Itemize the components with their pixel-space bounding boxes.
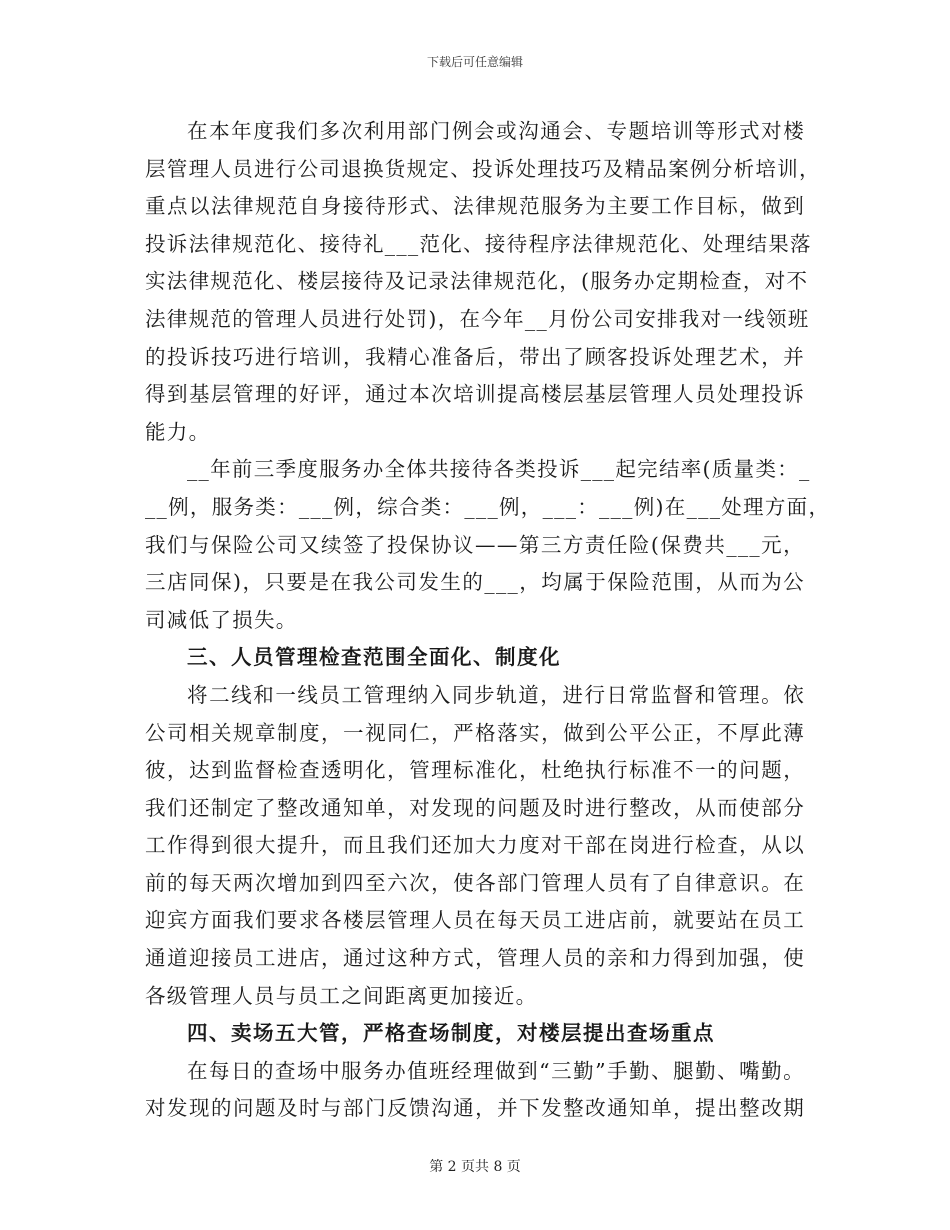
paragraph-line: 在每日的查场中服务办值班经理做到“三勤”手勤、腿勤、嘴勤。	[187, 1058, 805, 1083]
document-body	[145, 113, 831, 1128]
paragraph-line: 将二线和一线员工管理纳入同步轨道，进行日常监督和管理。依	[187, 682, 805, 707]
paragraph-line: __年前三季度服务办全体共接待各类投诉___起完结率(质量类：_	[187, 457, 811, 482]
paragraph-line: 层管理人员进行公司退换货规定、投诉处理技巧及精品案例分析培训，	[145, 156, 821, 181]
paragraph-line: 迎宾方面我们要求各楼层管理人员在每天员工进店前，就要站在员工	[145, 908, 805, 933]
paragraph-line: 的投诉技巧进行培训，我精心准备后，带出了顾客投诉处理艺术，并	[145, 344, 805, 369]
paragraph-line: 公司相关规章制度，一视同仁，严格落实，做到公平公正，不厚此薄	[145, 720, 805, 745]
paragraph-line: 各级管理人员与员工之间距离更加接近。	[145, 983, 538, 1008]
paragraph-line: 通道迎接员工进店，通过这种方式，管理人员的亲和力得到加强，使	[145, 946, 805, 971]
paragraph-line: 工作得到很大提升，而且我们还加大力度对干部在岗进行检查，从以	[145, 833, 805, 858]
paragraph-line: 前的每天两次增加到四至六次，使各部门管理人员有了自律意识。在	[145, 870, 805, 895]
paragraph-line: 彼，达到监督检查透明化，管理标准化，杜绝执行标准不一的问题，	[145, 758, 805, 783]
paragraph-line: 得到基层管理的好评，通过本次培训提高楼层基层管理人员处理投诉	[145, 382, 805, 407]
paragraph-line: 我们与保险公司又续签了投保协议——第三方责任险(保费共___元，	[145, 532, 805, 557]
paragraph-line: 我们还制定了整改通知单，对发现的问题及时进行整改，从而使部分	[145, 795, 805, 820]
paragraph-line: 法律规范的管理人员进行处罚)，在今年__月份公司安排我对一线领班	[145, 306, 810, 331]
paragraph-line: 重点以法律规范自身接待形式、法律规范服务为主要工作目标，做到	[145, 194, 805, 219]
paragraph-line: __例，服务类：___例，综合类：___例，___：___例)在___处理方面，	[145, 494, 831, 519]
paragraph-line: 对发现的问题及时与部门反馈沟通，并下发整改通知单，提出整改期	[145, 1096, 805, 1121]
paragraph-line: 能力。	[145, 419, 211, 444]
paragraph-line: 司减低了损失。	[145, 607, 298, 632]
paragraph-line: 实法律规范化、楼层接待及记录法律规范化，(服务办定期检查，对不	[145, 269, 809, 294]
page-header: 下载后可任意编辑	[426, 55, 523, 69]
paragraph-line: 在本年度我们多次利用部门例会或沟通会、专题培训等形式对楼	[187, 119, 805, 143]
section-heading: 四、卖场五大管，严格查场制度，对楼层提出查场重点	[187, 1021, 715, 1046]
paragraph-line: 三店同保)，只要是在我公司发生的___，均属于保险范围，从而为公	[145, 570, 805, 595]
paragraph-line: 投诉法律规范化、接待礼___范化、接待程序法律规范化、处理结果落	[145, 231, 812, 256]
section-heading: 三、人员管理检查范围全面化、制度化	[187, 645, 561, 670]
page-footer: 第 2 页共 8 页	[429, 1159, 521, 1175]
